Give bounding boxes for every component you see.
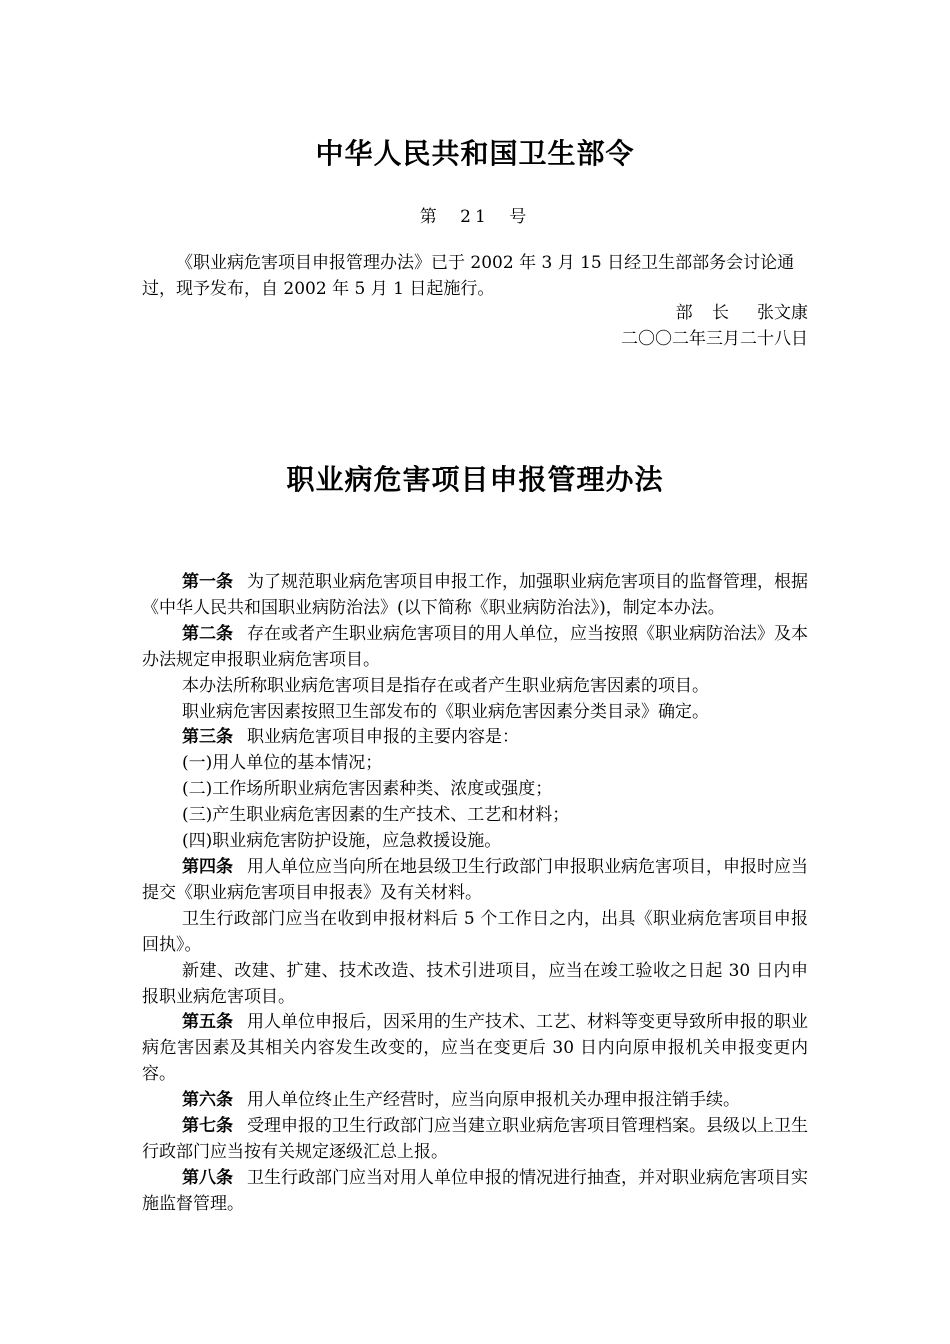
article-label: 第三条 bbox=[182, 727, 233, 748]
law-paragraph bbox=[142, 1010, 808, 1088]
law-title: 职业病危害项目申报管理办法 bbox=[286, 463, 664, 496]
law-paragraph bbox=[142, 1114, 808, 1166]
paragraph-text: (一)用人单位的基本情况； bbox=[182, 753, 383, 774]
law-paragraph bbox=[142, 855, 808, 907]
paragraph-text: (三)产生职业病危害因素的生产技术、工艺和材料； bbox=[182, 805, 570, 826]
decree-number: 第 21 号 bbox=[419, 207, 531, 227]
signatory-role: 部 长 bbox=[675, 303, 729, 323]
article-label: 第二条 bbox=[182, 623, 233, 644]
article-label: 第一条 bbox=[182, 572, 233, 592]
paragraph-text: 卫生行政部门应当对用人单位申报的情况进行抽查，并对职业病危害项目实施监督管理。 bbox=[142, 1167, 808, 1214]
announcement-paragraph: 《职业病危害项目申报管理办法》已于 2002 年 3 月 15 日经卫生部部务会讨论通过，现予发布，自 2002 年 5 月 1 日起施行。 bbox=[142, 253, 795, 299]
article-label: 第六条 bbox=[182, 1090, 233, 1111]
paragraph-text: (二)工作场所职业病危害因素种类、浓度或强度； bbox=[182, 779, 553, 800]
signatory-name: 张文康 bbox=[757, 303, 808, 323]
paragraph-text: 为了规范职业病危害项目申报工作，加强职业病危害项目的监督管理，根据《中华人民共和国职业病防治法》(以下简称《职业病防治法》)，制定本办法。 bbox=[142, 572, 808, 618]
list-item bbox=[142, 829, 808, 855]
law-paragraph bbox=[142, 959, 808, 1011]
law-paragraph bbox=[142, 725, 808, 751]
decree-title: 中华人民共和国卫生部令 bbox=[315, 137, 635, 170]
article-label: 第七条 bbox=[182, 1116, 233, 1137]
paragraph-text: 卫生行政部门应当在收到申报材料后 5 个工作日之内，出具《职业病危害项目申报回执》。 bbox=[142, 908, 808, 955]
paragraph-text: 职业病危害项目申报的主要内容是： bbox=[247, 727, 519, 748]
paragraph-text: 存在或者产生职业病危害项目的用人单位，应当按照《职业病防治法》及本办法规定申报职业病危害项目。 bbox=[142, 623, 808, 670]
list-item bbox=[142, 751, 808, 777]
law-paragraph bbox=[142, 622, 808, 674]
law-paragraph bbox=[142, 674, 808, 700]
paragraph-text: 用人单位终止生产经营时，应当向原申报机关办理申报注销手续。 bbox=[247, 1090, 740, 1111]
law-paragraph bbox=[142, 570, 808, 622]
paragraph-text: (四)职业病危害防护设施，应急救援设施。 bbox=[182, 831, 502, 852]
law-paragraph bbox=[142, 1166, 808, 1218]
law-body bbox=[142, 570, 808, 1218]
article-label: 第五条 bbox=[182, 1012, 233, 1033]
paragraph-text: 本办法所称职业病危害项目是指存在或者产生职业病危害因素的项目。 bbox=[182, 675, 709, 696]
paragraph-text: 用人单位申报后，因采用的生产技术、工艺、材料等变更导致所申报的职业病危害因素及其相关内容发生改变的，应当在变更后 30 日内向原申报机关申报变更内容。 bbox=[142, 1012, 808, 1085]
article-label: 第八条 bbox=[182, 1167, 233, 1188]
law-paragraph bbox=[142, 700, 808, 726]
signature-line bbox=[676, 300, 808, 326]
paragraph-text: 受理申报的卫生行政部门应当建立职业病危害项目管理档案。县级以上卫生行政部门应当按有关规定逐级汇总上报。 bbox=[142, 1116, 808, 1162]
paragraph-text: 职业病危害因素按照卫生部发布的《职业病危害因素分类目录》确定。 bbox=[182, 701, 709, 722]
law-paragraph bbox=[142, 1088, 808, 1114]
issue-date: 二〇〇二年三月二十八日 bbox=[621, 329, 808, 349]
list-item bbox=[142, 803, 808, 829]
list-item bbox=[142, 777, 808, 803]
paragraph-text: 新建、改建、扩建、技术改造、技术引进项目，应当在竣工验收之日起 30 日内申报职业病危害项目。 bbox=[142, 960, 808, 1007]
article-label: 第四条 bbox=[182, 856, 233, 877]
paragraph-text: 用人单位应当向所在地县级卫生行政部门申报职业病危害项目，申报时应当提交《职业病危害项目申报表》及有关材料。 bbox=[142, 856, 808, 903]
law-paragraph bbox=[142, 907, 808, 959]
